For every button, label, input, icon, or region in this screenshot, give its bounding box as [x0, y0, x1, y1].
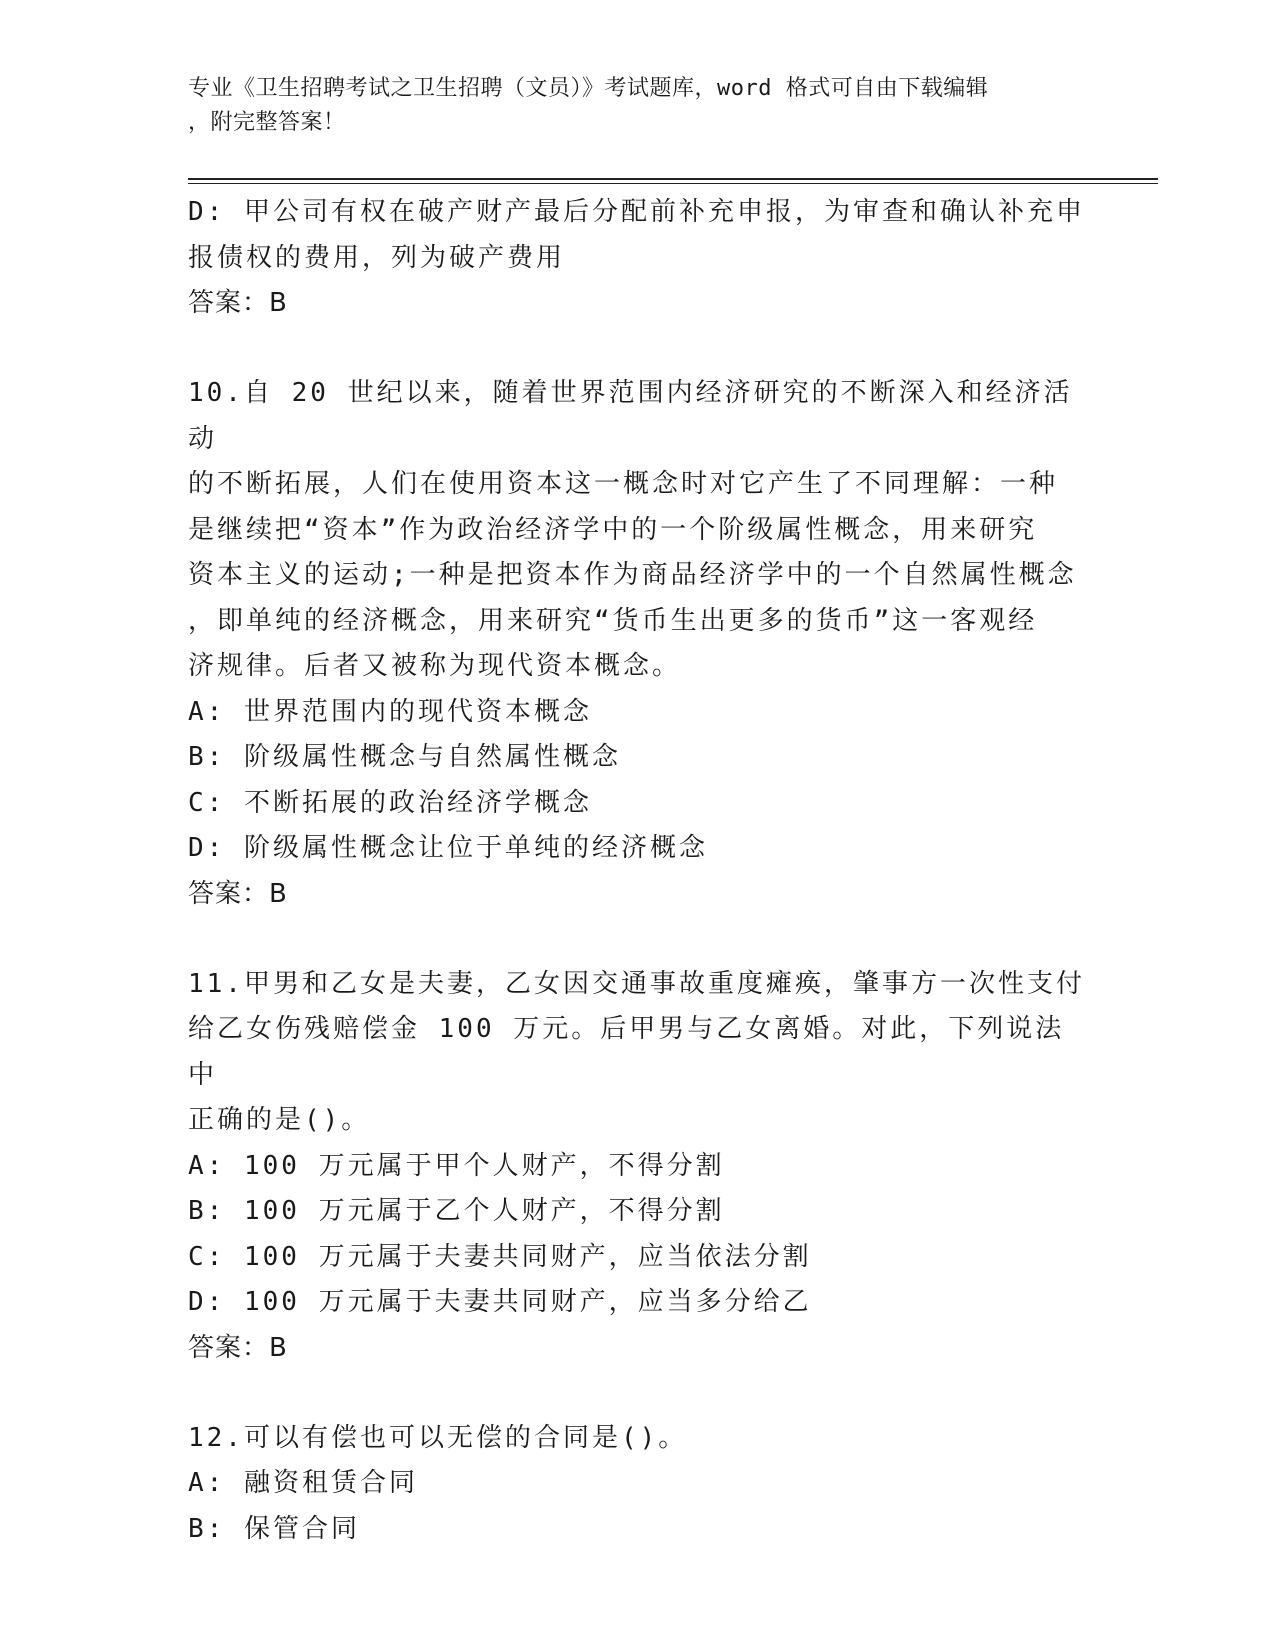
q11-stem-line: 正确的是()。 [188, 1105, 371, 1135]
q11-option-a: A: 100 万元属于甲个人财产，不得分割 [188, 1150, 725, 1181]
header-line-2: ，附完整答案！ [188, 110, 346, 135]
q9-option-d-line-1: D: 甲公司有权在破产财产最后分配前补充申报，为审查和确认补充申 [188, 197, 1085, 227]
q11-stem-line: 11.甲男和乙女是夫妻，乙女因交通事故重度瘫痪，肇事方一次性支付 [188, 968, 1085, 999]
q10-option-d: D: 阶级属性概念让位于单纯的经济概念 [188, 833, 708, 863]
spacer [188, 1371, 1088, 1416]
spacer [188, 917, 1088, 962]
q10-stem-line: 的不断拓展，人们在使用资本这一概念时对它产生了不同理解：一种 [188, 469, 1059, 499]
q10-stem-line: 是继续把“资本”作为政治经济学中的一个阶级属性概念，用来研究 [188, 514, 1038, 545]
q10-stem-line: ，即单纯的经济概念，用来研究“货币生出更多的货币”这一客观经 [188, 605, 1038, 636]
q10-stem-line: 10.自 20 世纪以来，随着世界范围内经济研究的不断深入和经济活动 [188, 378, 1073, 454]
header-divider-thin [188, 183, 1158, 184]
header-line-1: 专业《卫生招聘考试之卫生招聘（文员）》考试题库，word 格式可自由下载编辑 [188, 76, 989, 101]
document-header [188, 72, 1068, 140]
q9-answer: 答案：B [188, 288, 288, 318]
q10-option-a: A: 世界范围内的现代资本概念 [188, 696, 592, 727]
q11-option-b: B: 100 万元属于乙个人财产，不得分割 [188, 1196, 725, 1226]
q11-option-c: C: 100 万元属于夫妻共同财产，应当依法分割 [188, 1241, 812, 1272]
question-11 [188, 962, 1088, 1371]
q10-stem-line: 资本主义的运动;一种是把资本作为商品经济学中的一个自然属性概念 [188, 560, 1077, 590]
q10-option-c: C: 不断拓展的政治经济学概念 [188, 787, 592, 818]
q12-stem-line: 12.可以有偿也可以无偿的合同是()。 [188, 1422, 688, 1453]
header-divider-thick [188, 178, 1158, 180]
question-9-tail [188, 190, 1088, 326]
q10-option-b: B: 阶级属性概念与自然属性概念 [188, 742, 621, 772]
document-body [188, 190, 1088, 1552]
q9-option-d-line-2: 报债权的费用，列为破产费用 [188, 242, 566, 273]
q12-option-b: B: 保管合同 [188, 1513, 360, 1544]
q12-option-a: A: 融资租赁合同 [188, 1468, 418, 1498]
q11-stem-line: 给乙女伤残赔偿金 100 万元。后甲男与乙女离婚。对此，下列说法中 [188, 1014, 1065, 1090]
q11-option-d: D: 100 万元属于夫妻共同财产，应当多分给乙 [188, 1287, 812, 1317]
q10-answer: 答案：B [188, 878, 288, 909]
q10-stem-line: 济规律。后者又被称为现代资本概念。 [188, 651, 682, 681]
spacer [188, 326, 1088, 371]
question-10 [188, 371, 1088, 917]
q11-answer: 答案：B [188, 1332, 288, 1363]
question-12 [188, 1416, 1088, 1553]
